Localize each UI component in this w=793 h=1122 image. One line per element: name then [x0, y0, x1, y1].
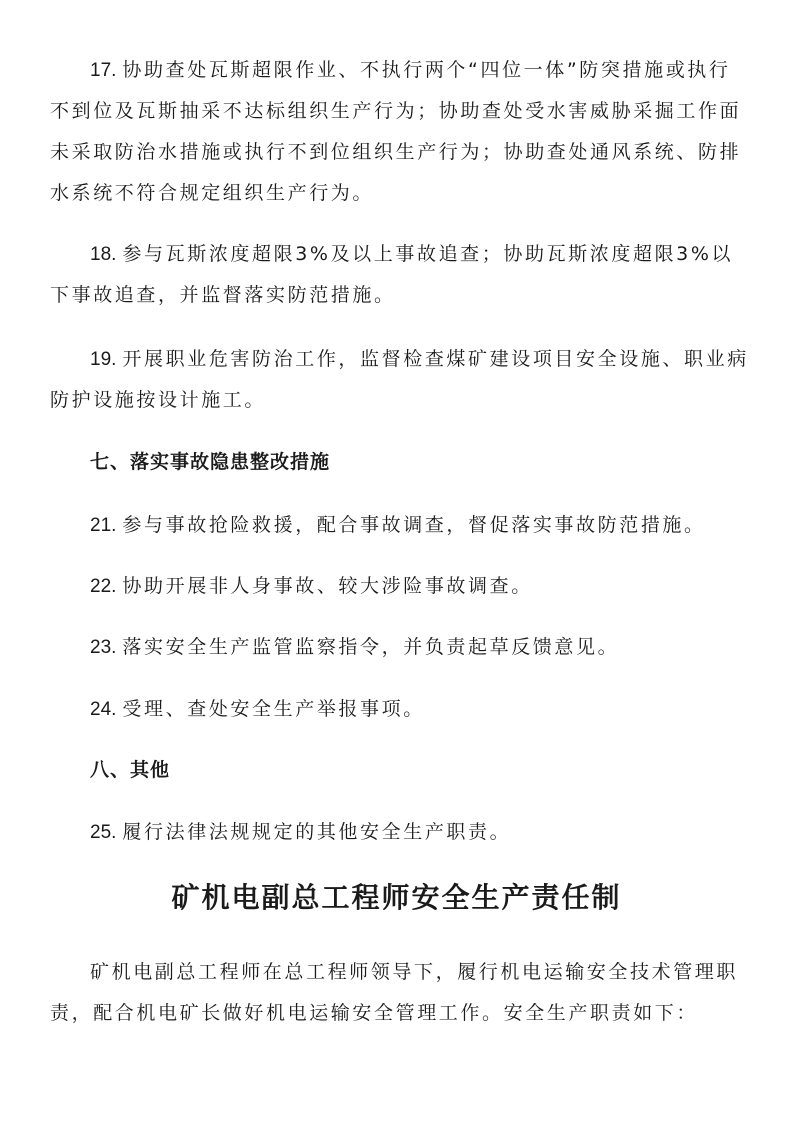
item-text: 协助开展非人身事故、较大涉险事故调查。 [122, 575, 533, 597]
item-number: 25. [90, 822, 117, 843]
section-heading-seven: 七、落实事故隐患整改措施 [90, 451, 331, 473]
item-number: 23. [90, 637, 117, 658]
item-number: 21. [90, 515, 117, 536]
list-item-19 [50, 339, 750, 421]
item-text: 履行法律法规规定的其他安全生产职责。 [122, 821, 512, 843]
item-text: 参与事故抢险救援，配合事故调查，督促落实事故防范措施。 [122, 514, 706, 536]
item-number: 17. [90, 60, 117, 81]
section-heading-eight: 八、其他 [90, 759, 171, 781]
item-number: 18. [90, 244, 117, 265]
list-item-24 [50, 689, 750, 730]
list-item-17 [50, 50, 750, 214]
item-text: 开展职业危害防治工作，监督检查煤矿建设项目安全设施、职业病防护设施按设计施工。 [50, 348, 749, 411]
item-number: 22. [90, 576, 117, 597]
item-number: 19. [90, 349, 117, 370]
list-item-18 [50, 234, 750, 316]
list-item-23 [50, 627, 750, 668]
item-text: 参与瓦斯浓度超限3%及以上事故追查；协助瓦斯浓度超限3%以下事故追查，并监督落实防范措施。 [50, 243, 734, 306]
document-title: 矿机电副总工程师安全生产责任制 [171, 881, 622, 914]
list-item-21 [50, 505, 750, 546]
item-number: 24. [90, 699, 117, 720]
item-text: 受理、查处安全生产举报事项。 [122, 698, 425, 720]
intro-paragraph: 矿机电副总工程师在总工程师领导下，履行机电运输安全技术管理职责，配合机电矿长做好机电运输安全管理工作。安全生产职责如下： [50, 961, 739, 1024]
list-item-25 [50, 812, 750, 853]
item-text: 落实安全生产监管监察指令，并负责起草反馈意见。 [122, 636, 620, 658]
item-text: 协助查处瓦斯超限作业、不执行两个“四位一体”防突措施或执行不到位及瓦斯抽采不达标组织生产行为；协助查处受水害威胁采掘工作面未采取防治水措施或执行不到位组织生产行为；协助查处通风系统、防排水系统不符合规定组织生产行为。 [50, 59, 742, 204]
list-item-22 [50, 566, 750, 607]
